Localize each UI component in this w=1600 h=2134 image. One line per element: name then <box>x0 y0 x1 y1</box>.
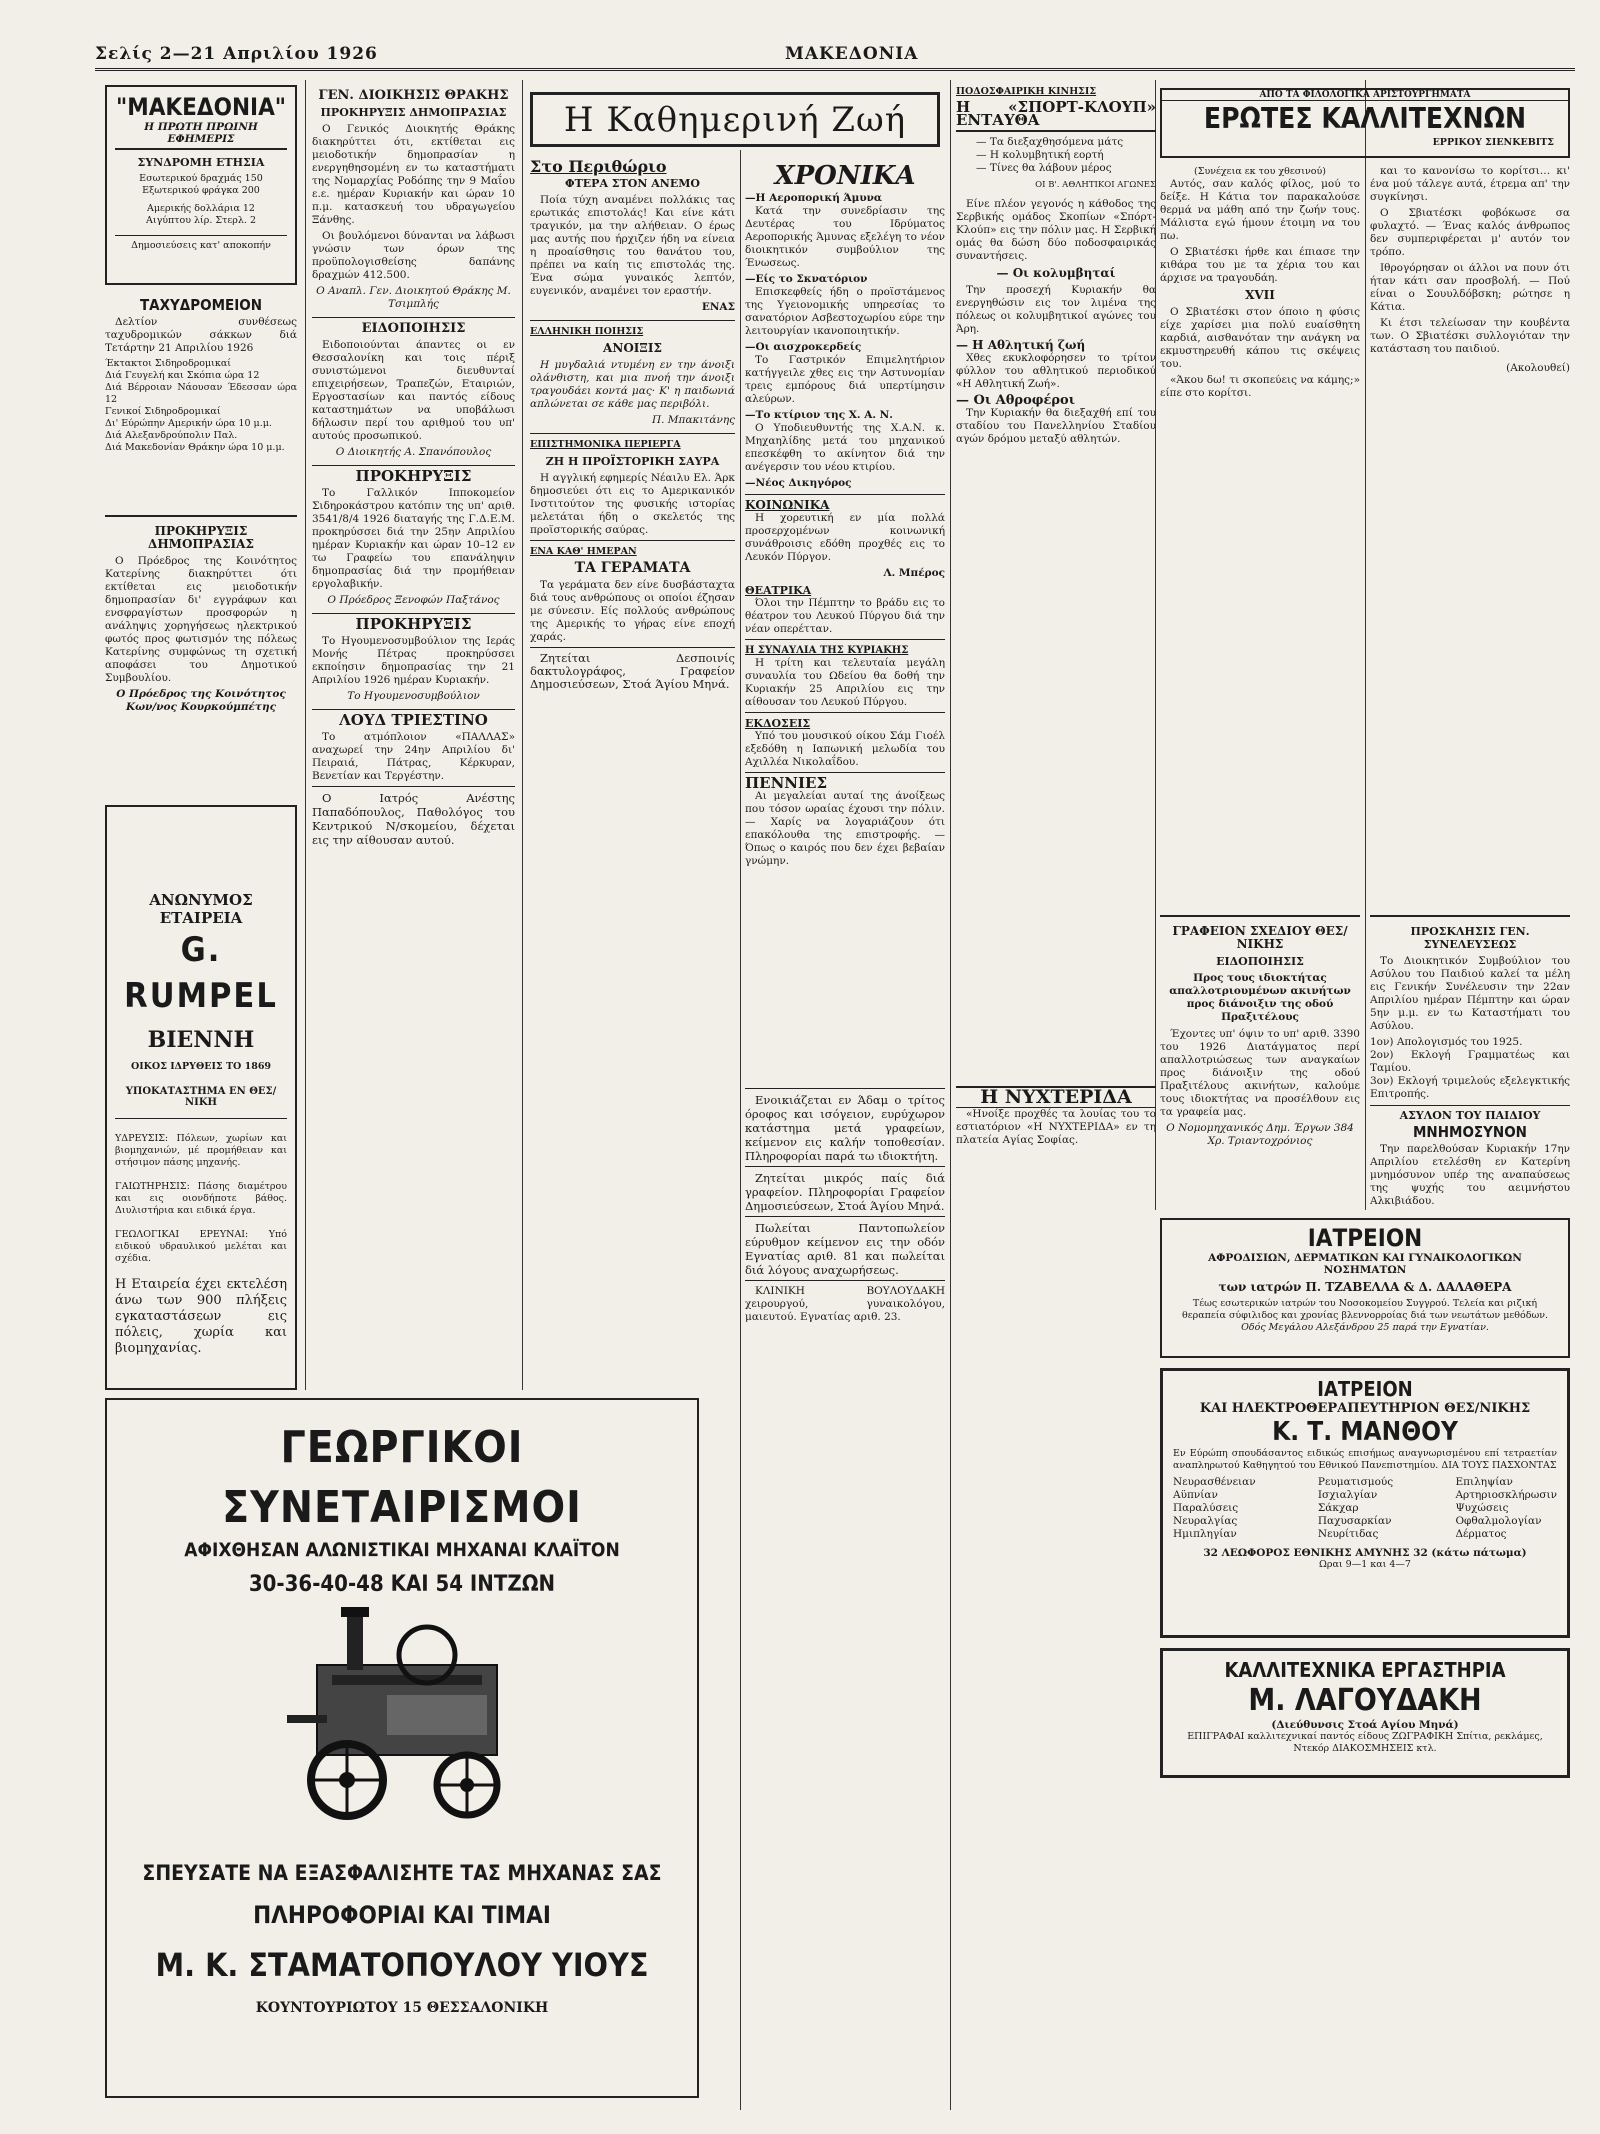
notice-signature: Ο Νομομηχανικός Δημ. Έργων 384 Χρ. Τριαντοχρόνιος <box>1166 1122 1354 1147</box>
manthou-body: Εν Εύρώπη σπουδάσαντος ειδικώς επισήμως αναγνωρισμένου επί τετραετίαν αναπληρωτού Καθηγητού του Εθνικού Πανεπιστημίου. ΔΙΑ ΤΟΥΣ ΠΑΣΧΟΝΤΑΣ <box>1173 1448 1557 1471</box>
list-item: Νευρίτιδας <box>1317 1528 1379 1540</box>
classified-ad: ΚΛΙΝΙΚΗ ΒΟΥΛΟΥΔΑΚΗ χειρουργού, γυναικολόγου, μαιευτού. Εγνατίας αριθ. 23. <box>745 1280 945 1324</box>
masthead-box <box>105 85 297 285</box>
manthou-list-left <box>1173 1476 1256 1541</box>
sport-body: Χθες εκυκλοφόρησεν το τρίτον φύλλον του αθλητικού περιοδικού «Η Αθλητική Ζωή». <box>956 352 1156 390</box>
rumpel-branch: ΥΠΟΚΑΤΑΣΤΗΜΑ ΕΝ ΘΕΣ/ΝΙΚΗ <box>115 1086 287 1119</box>
chronika-body: Επισκεφθείς ήδη ο προϊστάμενος της Υγειονομικής υπηρεσίας το σανατόριον Ασβεστοχωρίου εύρε την λειτουργίαν ικανοποιητικήν. <box>745 286 945 337</box>
serial-body: Αυτός, σαν καλός φίλος, μού το δείξε. Η Κάτια τον παρακαλούσε θερμά να μάθη από την ζωήν τους. Μάλιστα εγώ ήμουν έτοιμη να του πω. <box>1160 178 1360 242</box>
notice-body: Ο Γενικός Διοικητής Θράκης διακηρύττει ότι, εκτίθεται εις μειοδοτικήν δημοπρασίαν η ενεργηθησομένη εν τω καταστήματι της Νομαρχίας Ροδόπης την 9 Μαΐου ε.ε. ημέραν Κυριακήν και ώραν 10 π.μ. κατασκευή του υδραγωγείου Ξάνθης. <box>312 123 515 226</box>
page-date: Σελίς 2—21 Απριλίου 1926 <box>95 44 378 64</box>
rumpel-company: ΑΝΩΝΥΜΟΣ ΕΤΑΙΡΕΙΑ <box>149 891 253 927</box>
column-rule <box>740 150 741 2110</box>
subscription-line: Εσωτερικού δραχμάς 150 <box>139 173 263 184</box>
sport-subhead: — Οι κολυμβηταί <box>996 266 1116 280</box>
iatreion-doctors: των ιατρών Π. ΤΖΑΒΕΛΛΑ & Δ. ΔΑΛΑΘΕΡΑ <box>1218 1280 1512 1294</box>
rumpel-city: ΒΙΕΝΝΗ <box>147 1027 255 1053</box>
list-item: Οφθαλμολογίαν <box>1455 1515 1542 1527</box>
list-item: Ρευματισμούς <box>1317 1476 1394 1488</box>
subscription-line: Αιγύπτου λίρ. Στερλ. 2 <box>145 215 256 226</box>
bat-title: Η ΝΥΧΤΕΡΙΔΑ <box>956 1086 1156 1108</box>
post-office-section <box>105 295 297 453</box>
lagoudaki-address: (Διεύθυνσις Στοά Αγίου Μηνά) <box>1271 1719 1459 1731</box>
list-item: Σάκχαρ <box>1317 1502 1359 1514</box>
chronika-title: ΧΡΟΝΙΚΑ <box>774 161 916 191</box>
classified-ad: Ζητείται Δεσποινίς δακτυλογράφος, Γραφείον Δημοσιεύσεων, Στοά Άγίου Μηνά. <box>530 647 735 691</box>
auction-signature: Ο Πρόεδρος της Κοινότητος Κων/νος Κουρκούμπέτης <box>116 688 286 713</box>
agenda-item: 2ον) Εκλογή Γραμματέως και Ταμίου. <box>1370 1049 1570 1074</box>
section-title: Στο Περιθώριο <box>530 157 667 176</box>
list-item: Ημιπληγίαν <box>1173 1528 1237 1540</box>
column-notices <box>312 85 515 1390</box>
serial-body: Ιθρογόρησαν οι άλλοι να πουν ότι ήταν κάτι σαν προσβολή. — Πού είναι ο Σουυλδόβσκη; ρώτησε η Κάτια. <box>1370 262 1570 313</box>
chronika-body: Όλοι την Πέμπτην το βράδυ εις το θέατρον του Λευκού Πύργου διά την νέαν οπερέτταν. <box>745 597 945 635</box>
serial-body: και το κανονίσω το κορίτσι… κι' ένα μού τάλεγε αυτά, έτρεμα απ' την συγκίνησι. <box>1370 165 1570 203</box>
serial-body: «Άκου δω! τι σκοπεύεις να κάμης;» είπε στο κορίτσι. <box>1160 374 1360 399</box>
iatreion-subtitle: ΑΦΡΟΔΙΣΙΩΝ, ΔΕΡΜΑΤΙΚΩΝ ΚΑΙ ΓΥΝΑΙΚΟΛΟΓΙΚΩΝ ΝΟΣΗΜΑΤΩΝ <box>1208 1252 1522 1276</box>
column-rule <box>305 80 306 1390</box>
column-sport <box>950 85 1156 2110</box>
list-item: Δέρματος <box>1455 1528 1507 1540</box>
notice-title: ΕΙΔΟΠΟΙΗΣΙΣ <box>1216 955 1304 968</box>
serial-chapter: XVII <box>1245 288 1275 302</box>
list-item: Νευρασθένειαν <box>1173 1476 1256 1488</box>
threshing-machine-icon <box>277 1595 532 1830</box>
section-title: Η ΣΥΝΑΥΛΙΑ ΤΗΣ ΚΥΡΙΑΚΗΣ <box>745 639 945 657</box>
memorial-body: Την παρελθούσαν Κυριακήν 17ην Απριλίου ετελέσθη εν Κατερίνη μνημόσυνον υπέρ της αναπαύσεως της ψυχής του αειμνήστου Αλκιβιάδου. <box>1370 1143 1570 1207</box>
manthou-address: 32 ΛΕΩΦΟΡΟΣ ΕΘΝΙΚΗΣ ΑΜΥΝΗΣ 32 (κάτω πάτωμα) <box>1203 1547 1527 1559</box>
poet: Π. Μπακιτάνης <box>651 414 735 426</box>
column-serial-left <box>1160 165 1360 905</box>
list-item: Παχυσαρκίαν <box>1317 1515 1392 1527</box>
manthou-name: Κ. Τ. ΜΑΝΘΟΥ <box>1272 1417 1458 1447</box>
rumpel-p1: ΥΔΡΕΥΣΙΣ: Πόλεων, χωρίων και βιομηχανιών, μέ προμήθειαν και στήσιμον πάσης μηχανής. <box>115 1133 287 1168</box>
article-body: Η αγγλική εφημερίς Νέαιλυ Ελ. Άρκ δημοσιεύει ότι εις το Αμερικανικόν Ινστιτούτον της φυσικής ιστορίας μελετάται ήδη ο σκελετός της προϊστορικής σαύρας. <box>530 472 735 536</box>
section-title: ΠΕΝΝΙΕΣ <box>745 772 945 790</box>
serial-follow: (Ακολουθεί) <box>1506 362 1570 374</box>
memorial-title: ΜΝΗΜΟΣΥΝΟΝ <box>1413 1123 1527 1141</box>
post-office-intro: Δελτίον συνθέσεως ταχυδρομικών σάκκων διά Τετάρτην 21 Απριλίου 1926 <box>105 316 297 354</box>
list-item: Αϋπνίαν <box>1173 1489 1218 1501</box>
notice-title: ΕΙΔΟΠΟΙΗΣΙΣ <box>312 317 515 335</box>
chronika-subhead: —Οι αισχροκερδείς <box>745 341 862 353</box>
rumpel-p3: ΓΕΩΛΟΓΙΚΑΙ ΕΡΕΥΝΑΙ: Υπό ειδικού υδραυλικού μελέται και σχέδια. <box>115 1229 287 1264</box>
sport-subhead: — Οι Αθροφέροι <box>956 393 1076 408</box>
lagoudaki-body: ΕΠΙΓΡΑΦΑΙ καλλιτεχνικαί παντός είδους ΖΩΓΡΑΦΙΚΗ Σπίτια, ρεκλάμες, Ντεκόρ ΔΙΑΚΟΣΜΗΣΕΙΣ κτλ. <box>1187 1731 1543 1754</box>
auction-body: Ο Πρόεδρος της Κοινότητος Κατερίνης διακηρύττει ότι εκτίθεται εις μειοδοτικήν δημοπρασίαν δι' εγγράφων και ενσφραγίστων προσφορών η ανάληψις χορηγήσεως ηλεκτρικού φωτός προς φωτισμόν της πόλεως Κατερίνης συμφώνως τη σχετική αποφάσει του Δημοτικού Συμβουλίου. <box>105 555 297 684</box>
sport-title: Η «ΣΠΟΡΤ-ΚΛΟΥΠ» ΕΝΤΑΥΘΑ <box>956 98 1156 132</box>
post-office-line: Διά Γευγελή και Σκόπια ώρα 12 <box>105 370 260 381</box>
auction-notice <box>105 515 297 801</box>
column-serial-right <box>1370 165 1570 905</box>
classified-ad: Ενοικιάζεται εν Άδαμ ο τρίτος όροφος και ισόγειον, ευρύχωρον κατάστημα μετά γραφείων, κείμενον εις καλήν τοποθεσίαν. Πληροφορίαι παρά τω ιδιοκτήτη. <box>745 1088 945 1163</box>
notice-title: ΓΕΝ. ΔΙΟΙΚΗΣΙΣ ΘΡΑΚΗΣ <box>318 88 509 103</box>
coop-sizes: 30-36-40-48 ΚΑΙ 54 ΙΝΤΖΩΝ <box>248 1572 556 1597</box>
notice-title: ΠΡΟΚΗΡΥΞΙΣ <box>312 613 515 631</box>
notice-lead: Προς τους ιδιοκτήτας απαλλοτριουμένων ακινήτων προς διάνοιξιν της οδού Πραξιτέλους <box>1169 972 1351 1023</box>
section-title: ΕΠΙΣΤΗΜΟΝΙΚΑ ΠΕΡΙΕΡΓΑ <box>530 433 735 451</box>
chronika-subhead: —Νέος Δικηγόρος <box>745 477 852 489</box>
serial-continued: (Συνέχεια εκ του χθεσινού) <box>1194 166 1326 177</box>
sport-subhead: — Η Αθλητική ζωή <box>956 338 1086 352</box>
page-header <box>95 42 1575 71</box>
chronika-subhead: —Είς το Σκνατόριον <box>745 273 868 285</box>
chronika-body: Ο Υποδιευθυντής της Χ.Α.Ν. κ. Μηχαηλίδης μετά του μηχανικού επεσκέφθη το ακίνητον διά την ανέγερσιν του νέου κτιρίου. <box>745 422 945 473</box>
iatreion-title: ΙΑΤΡΕΙΟΝ <box>1307 1224 1423 1252</box>
notice-title: ΠΡΟΚΗΡΥΞΙΣ <box>312 465 515 483</box>
chronika-subhead: —Η Αεροπορική Άμυνα <box>745 192 882 204</box>
chronika-body: Η χορευτική εν μία πολλά προσερχομένων κοινωνική συνάθροισις εδόθη προχθές εις το Λευκόν Πύργον. <box>745 512 945 563</box>
post-office-line: Διά Μακεδονίαν Θράκην ώρα 10 μ.μ. <box>105 442 285 453</box>
list-item: Ισχιαλγίαν <box>1317 1489 1378 1501</box>
column-rule <box>1365 80 1366 1210</box>
column-chronika <box>745 160 945 2110</box>
rumpel-founded: ΟΙΚΟΣ ΙΔΡΥΘΕΙΣ ΤΟ 1869 <box>130 1061 272 1072</box>
daily-life-title: Η Καθημερινή Ζωή <box>563 100 907 140</box>
list-item: Νευραλγίας <box>1173 1515 1238 1527</box>
serial-section: ΑΠΟ ΤΑ ΦΙΛΟΛΟΓΙΚΑ ΑΡΙΣΤΟΥΡΓΗΜΑΤΑ <box>1162 90 1568 101</box>
section-title: ΕΚΔΟΣΕΙΣ <box>745 712 945 730</box>
headline: ΤΑ ΓΕΡΑΜΑΤΑ <box>574 560 691 576</box>
notice-body: Ο Ιατρός Ανέστης Παπαδόπουλος, Παθολόγος του Κεντρικού Ν/σκομείου, δέχεται εις την αίθουσαν αυτού. <box>312 786 515 847</box>
section-title: ΕΝΑ ΚΑΘ' ΗΜΕΡΑΝ <box>530 540 735 558</box>
section-title: ΠΟΔΟΣΦΑΙΡΙΚΗ ΚΙΝΗΣΙΣ <box>956 86 1097 97</box>
list-item: Ψυχώσεις <box>1455 1502 1509 1514</box>
notice-body: Το ατμόπλοιον «ΠΑΛΛΑΣ» αναχωρεί την 24ην Απριλίου δι' Πειραιά, Πάτρας, Κέρκυραν, Βενετίαν και Τεργέστην. <box>312 731 515 782</box>
serial-body: Κι έτσι τελείωσαν την κουβέντα των. Ο Σβιατέσκι συλλογιόταν την κατάσταση του παιδιού. <box>1370 317 1570 355</box>
serial-body: Ο Σβιατέσκι φοβόκωσε σα φυλαχτό. — Ένας καλός άνθρωπος δεν συμπεριφέρεται μ' αυτόν τον τρόπο. <box>1370 207 1570 258</box>
notice-signature: Ο Πρόεδρος Ξενοφών Παξτάνος <box>327 594 500 606</box>
column-rule <box>522 80 523 1390</box>
author: Λ. Μπέρος <box>883 567 945 579</box>
classified-ad: Ζητείται μικρός παίς διά γραφείον. Πληροφορίαι Γραφείον Δημοσιεύσεων, Στοά Άγίου Μηνά. <box>745 1166 945 1213</box>
post-office-title: ΤΑΧΥΔΡΟΜΕΙΟΝ <box>139 296 263 314</box>
lagoudaki-name: Μ. ΛΑΓΟΥΔΑΚΗ <box>1248 1683 1482 1718</box>
section-title: ΕΛΛΗΝΙΚΗ ΠΟΙΗΣΙΣ <box>530 320 735 338</box>
post-office-line: Διά Αλεξανδρούπολιν Παλ. <box>105 430 238 441</box>
manthou-list-mid <box>1318 1476 1393 1541</box>
subscription-label: ΣΥΝΔΡΟΜΗ ΕΤΗΣΙΑ <box>137 156 265 169</box>
iatreion-body: Τέως εσωτερικών ιατρών του Νοσοκομείου Συγγρού. Τελεία και ριζική θεραπεία σύφιλιδος και χρονίας βλεννορροίας διά των νεωτάτων μεθόδων. <box>1181 1298 1548 1321</box>
cooperatives-ad <box>105 1398 699 2098</box>
paper-title: ΜΑΚΕΔΟΝΙΑ <box>785 44 919 64</box>
rumpel-ad <box>105 805 297 1390</box>
chronika-body: Υπό του μουσικού οίκου Σάμ Γιοέλ εξεδόθη η Ιαπωνική μελωδία του Αχιλλέα Νικολαΐδου. <box>745 730 945 768</box>
notice-signature: Ο Αναπλ. Γεν. Διοικητού Θράκης Μ. Τσιμπλής <box>316 285 511 310</box>
coop-title: ΓΕΩΡΓΙΚΟΙ ΣΥΝΕΤΑΙΡΙΣΜΟΙ <box>222 1422 582 1533</box>
sport-item: — Τα διεξαχθησόμενα μάτς <box>976 136 1124 148</box>
post-office-line: Έκτακτοι Σιδηροδρομικαί <box>105 358 231 369</box>
column-daily-life <box>530 157 735 1390</box>
notice-body: Το Ηγουμενοσυμβούλιον της Ιεράς Μονής Πέτρας προκηρύσσει εκποίησιν δημοπρασίας την 21 Απριλίου 1926 ημέραν Κυριακήν. <box>312 635 515 686</box>
section-title: ΘΕΑΤΡΙΚΑ <box>745 584 812 597</box>
article-body: Τα γεράματα δεν είνε δυσβάσταχτα διά τους ανθρώπους οι οποίοι έζησαν με σύνεσιν. Είς πολλούς ανθρώπους της Αμερικής το γήρας είνε εποχή χαράς. <box>530 579 735 643</box>
post-office-line: Διά Βέρροιαν Νάουσαν Έδεσσαν ώρα 12 <box>105 382 297 405</box>
headline: ΦΤΕΡΑ ΣΤΟΝ ΑΝΕΜΟ <box>565 177 700 190</box>
lagoudaki-title: ΚΑΛΛΙΤΕΧΝΙΚΑ ΕΡΓΑΣΤΗΡΙΑ <box>1224 1658 1506 1682</box>
chronika-body: Το Γαστρικόν Επιμελητήριον κατήγγειλε χθες εις την Αστυνομίαν τρεις εμπόρους διά υπερτίμησιν αλεύρων. <box>745 354 945 405</box>
notice-body: Οι βουλόμενοι δύνανται να λάβωσι γνώσιν των όρων της προϋπολογισθείσης δαπάνης δραχμών 412.500. <box>312 230 515 281</box>
poem-title: ΑΝΟΙΞΙΣ <box>603 341 662 355</box>
author: ΕΝΑΣ <box>701 301 735 313</box>
manthou-hours: Ωραι 9—1 και 4—7 <box>1319 1559 1411 1570</box>
auction-title: ΠΡΟΚΗΡΥΞΙΣ ΔΗΜΟΠΡΑΣΙΑΣ <box>148 524 254 551</box>
coop-line3: ΠΛΗΡΟΦΟΡΙΑΙ ΚΑΙ ΤΙΜΑΙ <box>253 1901 551 1929</box>
bat-body: «Ηνοίξε προχθές τα λουίας του το εστιατόριον «Η ΝΥΧΤΕΡΙΔΑ» εν τη πλατεία Αγίας Σοφίας. <box>956 1108 1156 1146</box>
subscription-line: Εξωτερικού φράγκα 200 <box>142 185 260 196</box>
notice-body: Έχοντες υπ' όψιν το υπ' αριθ. 3390 του 1926 Διατάγματος περί απαλλοτριώσεως των αναγκαίων προς διάνοιξιν της οδού Πραξιτέλους ακινήτων, καλούμε τους ιδιοκτήτας να προσέλθουν εις τα γραφεία μας. <box>1160 1028 1360 1118</box>
sport-subhead: ΟΙ Β'. ΑΘΛΗΤΙΚΟΙ ΑΓΩΝΕΣ <box>1035 180 1156 190</box>
manthou-lists <box>1173 1476 1557 1541</box>
notice-title: ΠΡΟΣΚΛΗΣΙΣ ΓΕΝ. ΣΥΝΕΛΕΥΣΕΩΣ <box>1410 925 1530 951</box>
serial-body: Ο Σβιατέσκι στον όποιο η φύσις είχε χαρίσει μια πολύ ευαίσθητη καρδιά, αισθανόταν την ανάγκη να εκμυστηρευθή κάπου τις σκέψεις του. <box>1160 306 1360 370</box>
poem-body: Η μυγδαλιά ντυμένη εν την άνοιξι ολάνθιστη, και μια πνοή την άνοιξι τραγουδάει κοντά μας· Κ' η παιδωνιά απλώνεται σε κάθε μας περιβόλι. <box>530 359 735 410</box>
sport-item: — Η κολυμβητική εορτή <box>976 149 1104 161</box>
coop-company: Μ. Κ. ΣΤΑΜΑΤΟΠΟΥΛΟΥ ΥΙΟΥΣ <box>155 1946 649 1984</box>
section-title: ΚΟΙΝΩΝΙΚΑ <box>745 494 945 512</box>
agenda-item: 1ον) Απολογισμός του 1925. <box>1370 1036 1523 1048</box>
article-body: Ποία τύχη αναμένει πολλάκις τας ερωτικάς επιστολάς! Και είνε κάτι τραγικόν, μα την αλήθειαν. Ο έρως μας αυτής που ήρχιζεν ήδη να είνεια η προαίσθησις του θανάτου του, πρέπει να καίη τις επιστολάς της. Ένα σώμα γυναικός λεπτόν, ευγενικόν, αναμένει τον εραστήν. <box>530 194 735 297</box>
chronika-subhead: —Το κτίριον της Χ. Α. Ν. <box>745 409 893 421</box>
rumpel-p2: ΓΑΙΩΤΗΡΗΣΙΣ: Πάσης διαμέτρου και εις οιονδήποτε βάθος. Διυλιστήρια και ειδικά έργα. <box>115 1181 287 1216</box>
notice-title: ΠΡΟΚΗΡΥΞΙΣ ΔΗΜΟΠΡΑΣΙΑΣ <box>320 106 507 119</box>
serial-author: ΕΡΡΙΚΟΥ ΣΙΕΝΚΕΒΙΤΣ <box>1432 137 1554 148</box>
list-item: Επιληψίαν <box>1455 1476 1513 1488</box>
subscription-line: Δημοσιεύσεις κατ' αποκοπήν <box>115 235 287 252</box>
daily-life-banner <box>530 92 940 147</box>
headline: ΖΗ Η ΠΡΟΪΣΤΟΡΙΚΗ ΣΑΥΡΑ <box>545 455 720 468</box>
lagoudaki-ad <box>1160 1648 1570 1778</box>
sport-item: — Τίνες θα λάβουν μέρος <box>976 162 1112 174</box>
sport-body: Την προσεχή Κυριακήν θα ενεργηθώσιν εις τον λιμένα της πόλεως οι κολυμβητικοί αγώνες του Άρη. <box>956 284 1156 335</box>
chronika-body: Αι μεγαλείαι αυταί της άνοίξεως που τόσον ωραίας έχουσι την πόλιν. — Χαρίς να λογαριάζουν ότι επακόλουθα της επιστροφής. — Όπως ο καιρός που δεν έχει βεβαίαν γνώμην. <box>745 790 945 867</box>
chronika-body: Κατά την συνεδρίασιν της Δευτέρας του Ιδρύματος Αεροπορικής Άμυνας εξελέγη το νέον διοικητικόν συμβούλιον της Ένωσεως. <box>745 205 945 269</box>
coop-line1: ΑΦΙΧΘΗΣΑΝ ΑΛΩΝΙΣΤΙΚΑΙ ΜΗΧΑΝΑΙ ΚΛΑΪΤΟΝ <box>184 1539 620 1561</box>
notice-body: Το Διοικητικόν Συμβούλιον του Ασύλου του Παιδιού καλεί τα μέλη εις Γενικήν Συνέλευσιν την 22αν Απριλίου ημέραν Πέμπτην και ώραν 5ην μ.μ. εν τω Καταστήματι του Ασύλου. <box>1370 955 1570 1032</box>
sport-body: Είνε πλέον γεγονός η κάθοδος της Σερβικής ομάδος Σκοπίων «Σπόρτ-Κλούπ» εις την πόλιν μας. Η Σερβική ομάς θα δώση δύο ποδοσφαιρικάς συναντήσεις. <box>956 198 1156 262</box>
post-office-line: Δι' Εύρώπην Αμερικήν ώρα 10 μ.μ. <box>105 418 272 429</box>
sport-body: Την Κυριακήν θα διεξαχθή επί του σταδίου του Πανελληνίου Σταδίου αγών δρόμου μεταξύ αθλητών. <box>956 407 1156 445</box>
manthou-list-right <box>1455 1476 1557 1541</box>
list-item: Αρτηριοσκλήρωσιν <box>1455 1489 1557 1501</box>
coop-line2: ΣΠΕΥΣΑΤΕ ΝΑ ΕΞΑΣΦΑΛΙΣΗΤΕ ΤΑΣ ΜΗΧΑΝΑΣ ΣΑΣ <box>142 1861 662 1885</box>
serial-title: ΕΡΩΤΕΣ ΚΑΛΛΙΤΕΧΝΩΝ <box>1203 102 1527 135</box>
subscription-line: Αμερικής δολλάρια 12 <box>147 203 255 214</box>
masthead-subtitle: Η ΠΡΩΤΗ ΠΡΩΙΝΗ ΕΦΗΜΕΡΙΣ <box>115 121 287 150</box>
notice-title: ΓΡΑΦΕΙΟΝ ΣΧΕΔΙΟΥ ΘΕΣ/ΝΙΚΗΣ <box>1172 924 1348 951</box>
post-office-line: Γενικοί Σιδηροδρομικαί <box>105 406 221 417</box>
manthou-ad <box>1160 1368 1570 1638</box>
asylum-notice <box>1370 915 1570 1216</box>
notice-title: ΑΣΥΛΟΝ ΤΟΥ ΠΑΙΔΙΟΥ <box>1370 1105 1570 1122</box>
sketch-office-notice <box>1160 915 1360 1216</box>
coop-address: ΚΟΥΝΤΟΥΡΙΩΤΟΥ 15 ΘΕΣΣΑΛΟΝΙΚΗ <box>255 2000 549 2016</box>
list-item: Παραλύσεις <box>1173 1502 1239 1514</box>
manthou-subtitle: ΚΑΙ ΗΛΕΚΤΡΟΘΕΡΑΠΕΥΤΗΡΙΟΝ ΘΕΣ/ΝΙΚΗΣ <box>1199 1401 1531 1416</box>
notice-body: Το Γαλλικόν Ιπποκομείον Σιδηροκάστρου κατόπιν της υπ' αριθ. 3541/8/4 1926 διαταγής της Γ.Δ.Ε.Μ. προκηρύσσει διά την 25ην Απριλίου ημέραν Κυριακήν και ώραν 10–12 εν τω Γραφείω του επανάληψιν δημοπρασίας διά την προμήθειαν εργολαβικήν. <box>312 487 515 590</box>
notice-signature: Ο Διοικητής Α. Σπανόπουλος <box>335 446 492 458</box>
notice-title: ΛΟΥΔ ΤΡΙΕΣΤΙΝΟ <box>312 709 515 727</box>
notice-body: Ειδοποιούνται άπαντες οι εν Θεσσαλονίκη και τοις πέριξ συνιστώμενοι διευθυνταί επιχειρήσεων, Τραπεζών, Εταιριών, Εργοστασίων και παντός είδους καταστημάτων να υποβάλωσι δήλωσιν περί του αριθμού του υπ' αυτούς προσωπικού. <box>312 339 515 442</box>
rumpel-name: G. RUMPEL <box>124 930 278 1016</box>
serial-banner <box>1160 88 1570 158</box>
manthou-title: ΙΑΤΡΕΙΟΝ <box>1317 1377 1413 1401</box>
notice-signature: Το Ηγουμενοσυμβούλιον <box>347 690 480 702</box>
serial-body: Ο Σβιατέσκι ήρθε και έπιασε την κιθάρα του με τα χέρια του και άρχισε να τραγουδάη. <box>1160 246 1360 284</box>
masthead-title: "ΜΑΚΕΔΟΝΙΑ" <box>115 93 287 121</box>
agenda-item: 3ον) Εκλογή τριμελούς εξελεγκτικής Επιτροπής. <box>1370 1075 1570 1100</box>
rumpel-p4: Η Εταιρεία έχει εκτελέση άνω των 900 πλήξεις εγκαταστάσεων εις πόλεις, χωρία και βιομηχανίας. <box>115 1277 287 1356</box>
classified-ad: Πωλείται Παντοπωλείον εύρυθμον κείμενον εις την οδόν Εγνατίας αριθ. 81 και πωλείται διά λόγους αναχωρήσεως. <box>745 1216 945 1277</box>
iatreion-ad <box>1160 1218 1570 1358</box>
chronika-body: Η τρίτη και τελευταία μεγάλη συναυλία του Ωδείου θα δοθή την Κυριακήν 25 Απριλίου εις την αίθουσαν του Λευκού Πύργου. <box>745 657 945 708</box>
iatreion-address: Οδός Μεγάλου Αλεξάνδρου 25 παρά την Εγνατίαν. <box>1241 1322 1489 1333</box>
